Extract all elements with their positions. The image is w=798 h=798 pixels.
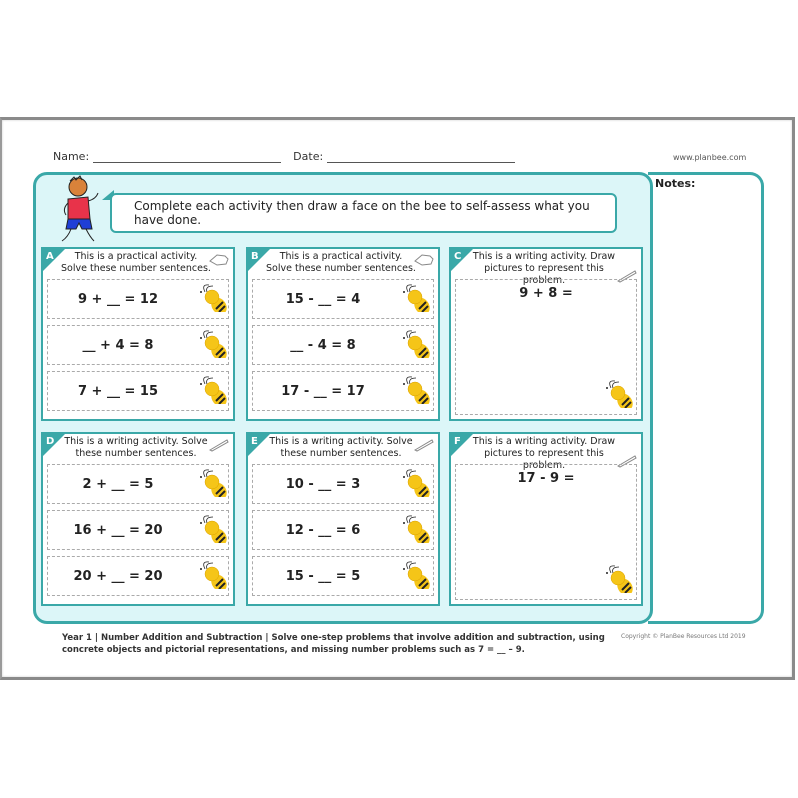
- child-character-icon: [56, 175, 106, 245]
- bee-icon[interactable]: [197, 513, 227, 543]
- bee-icon[interactable]: [400, 328, 430, 358]
- problem-row[interactable]: 7 + __ = 15: [47, 371, 229, 411]
- bee-icon[interactable]: [197, 374, 227, 404]
- card-instruction: This is a practical activity. Solve these number sentences.: [266, 251, 416, 274]
- pencil-icon: [209, 438, 229, 452]
- hand-icon: [209, 253, 229, 267]
- copyright-text: Copyright © PlanBee Resources Ltd 2019: [621, 633, 746, 640]
- name-label: Name:: [53, 150, 90, 163]
- notes-label: Notes:: [655, 177, 696, 190]
- card-instruction: This is a writing activity. Draw pictures to represent this problem.: [472, 251, 616, 286]
- bee-icon[interactable]: [197, 328, 227, 358]
- card-instruction: This is a writing activity. Solve these number sentences.: [64, 436, 208, 459]
- problem-row[interactable]: 16 + __ = 20: [47, 510, 229, 550]
- problem-row[interactable]: 10 - __ = 3: [252, 464, 434, 504]
- card-letter: E: [251, 436, 258, 447]
- pencil-icon: [414, 438, 434, 452]
- card-letter: F: [454, 436, 461, 447]
- name-field[interactable]: [93, 150, 281, 163]
- hand-icon: [414, 253, 434, 267]
- problem-row[interactable]: 9 + __ = 12: [47, 279, 229, 319]
- notes-panel[interactable]: [648, 172, 764, 624]
- card-letter: B: [251, 251, 259, 262]
- problem-row[interactable]: 17 - __ = 17: [252, 371, 434, 411]
- bee-icon[interactable]: [400, 559, 430, 589]
- problem-row[interactable]: 2 + __ = 5: [47, 464, 229, 504]
- card-instruction: This is a practical activity. Solve these number sentences.: [61, 251, 211, 274]
- card-instruction: This is a writing activity. Solve these number sentences.: [269, 436, 413, 459]
- learning-objective: Year 1 | Number Addition and Subtraction | Solve one-step problems that involve addition and subtraction, using concrete objects and pictorial representations, and missing number problems such as 7 = __ – 9.: [62, 633, 605, 655]
- instruction-text: Complete each activity then draw a face on the bee to self-assess what you have done.: [134, 199, 590, 227]
- card-instruction: This is a writing activity. Draw pictures to represent this problem.: [472, 436, 616, 471]
- problem-text: 9 + 8 =: [519, 286, 573, 301]
- website-text: www.planbee.com: [673, 153, 747, 162]
- bee-icon[interactable]: [400, 282, 430, 312]
- bee-icon[interactable]: [400, 513, 430, 543]
- instruction-speech-bubble: [110, 193, 617, 233]
- name-date-row: [53, 150, 515, 163]
- problem-row[interactable]: 20 + __ = 20: [47, 556, 229, 596]
- problem-row[interactable]: 15 - __ = 4: [252, 279, 434, 319]
- bee-icon[interactable]: [197, 559, 227, 589]
- card-letter: D: [46, 436, 55, 447]
- date-label: Date:: [293, 150, 324, 163]
- bee-icon[interactable]: [400, 374, 430, 404]
- card-letter: C: [454, 251, 462, 262]
- problem-text: 17 - 9 =: [517, 471, 575, 486]
- problem-row[interactable]: 12 - __ = 6: [252, 510, 434, 550]
- date-field[interactable]: [327, 150, 515, 163]
- card-letter: A: [46, 251, 54, 262]
- problem-row[interactable]: __ + 4 = 8: [47, 325, 229, 365]
- problem-row[interactable]: __ - 4 = 8: [252, 325, 434, 365]
- bee-icon[interactable]: [197, 282, 227, 312]
- bee-icon[interactable]: [603, 378, 633, 408]
- bee-icon[interactable]: [400, 467, 430, 497]
- problem-row[interactable]: 15 - __ = 5: [252, 556, 434, 596]
- bee-icon[interactable]: [197, 467, 227, 497]
- bee-icon[interactable]: [603, 563, 633, 593]
